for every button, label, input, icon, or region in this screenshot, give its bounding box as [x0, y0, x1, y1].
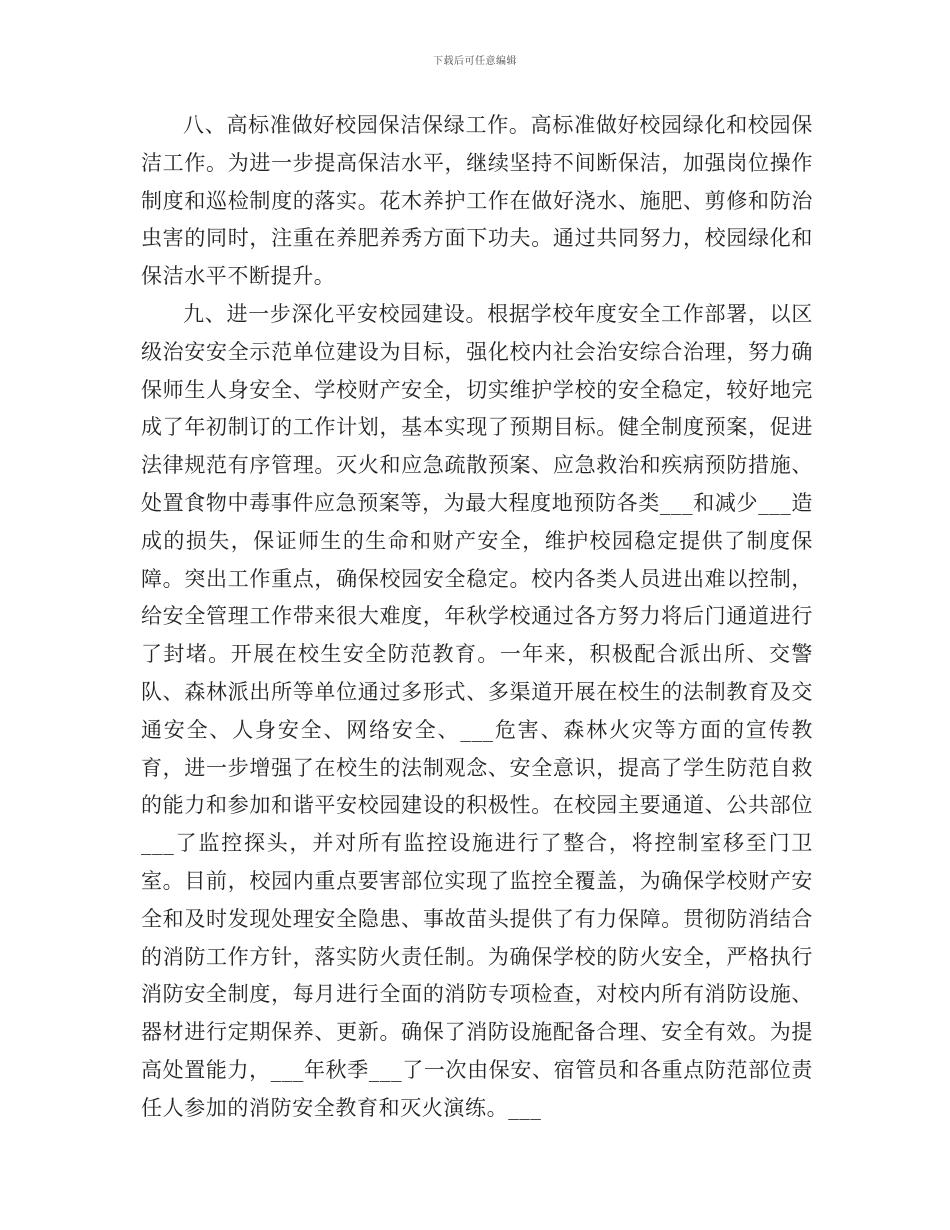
paragraph-section-9: 九、进一步深化平安校园建设。根据学校年度安全工作部署，以区级治安安全示范单位建设为目标，强化校内社会治安综合治理，努力确保师生人身安全、学校财产安全，切实维护学校的安全稳定，较好地完成了年初制订的工作计划，基本实现了预期目标。健全制度预案，促进法律规范有序管理。灭火和应急疏散预案、应急救治和疾病预防措施、处置食物中毒事件应急预案等，为最大程度地预防各类___和减少___造成的损失，保证师生的生命和财产安全，维护校园稳定提供了制度保障。突出工作重点，确保校园安全稳定。校内各类人员进出难以控制，给安全管理工作带来很大难度，年秋学校通过各方努力将后门通道进行了封堵。开展在校生安全防范教育。一年来，积极配合派出所、交警队、森林派出所等单位通过多形式、多渠道开展在校生的法制教育及交通安全、人身安全、网络安全、___危害、森林火灾等方面的宣传教育，进一步增强了在校生的法制观念、安全意识，提高了学生防范自救的能力和参加和谐平安校园建设的积极性。在校园主要通道、公共部位___了监控探头，并对所有监控设施进行了整合，将控制室移至门卫室。目前，校园内重点要害部位实现了监控全覆盖，为确保学校财产安全和及时发现处理安全隐患、事故苗头提供了有力保障。贯彻防消结合的消防工作方针，落实防火责任制。为确保学校的防火安全，严格执行消防安全制度，每月进行全面的消防专项检查，对校内所有消防设施、器材进行定期保养、更新。确保了消防设施配备合理、安全有效。为提高处置能力，___年秋季___了一次由保安、宿管员和各重点防范部位责任人参加的消防安全教育和灭火演练。___ [141, 301, 813, 1120]
document-body [141, 107, 813, 1128]
paragraph-section-8: 八、高标准做好校园保洁保绿工作。高标准做好校园绿化和校园保洁工作。为进一步提高保洁水平，继续坚持不间断保洁，加强岗位操作制度和巡检制度的落实。花木养护工作在做好浇水、施肥、剪修和防治虫害的同时，注重在养肥养秀方面下功夫。通过共同努力，校园绿化和保洁水平不断提升。 [141, 113, 813, 289]
page-header: 下载后可任意编辑 [433, 56, 517, 67]
